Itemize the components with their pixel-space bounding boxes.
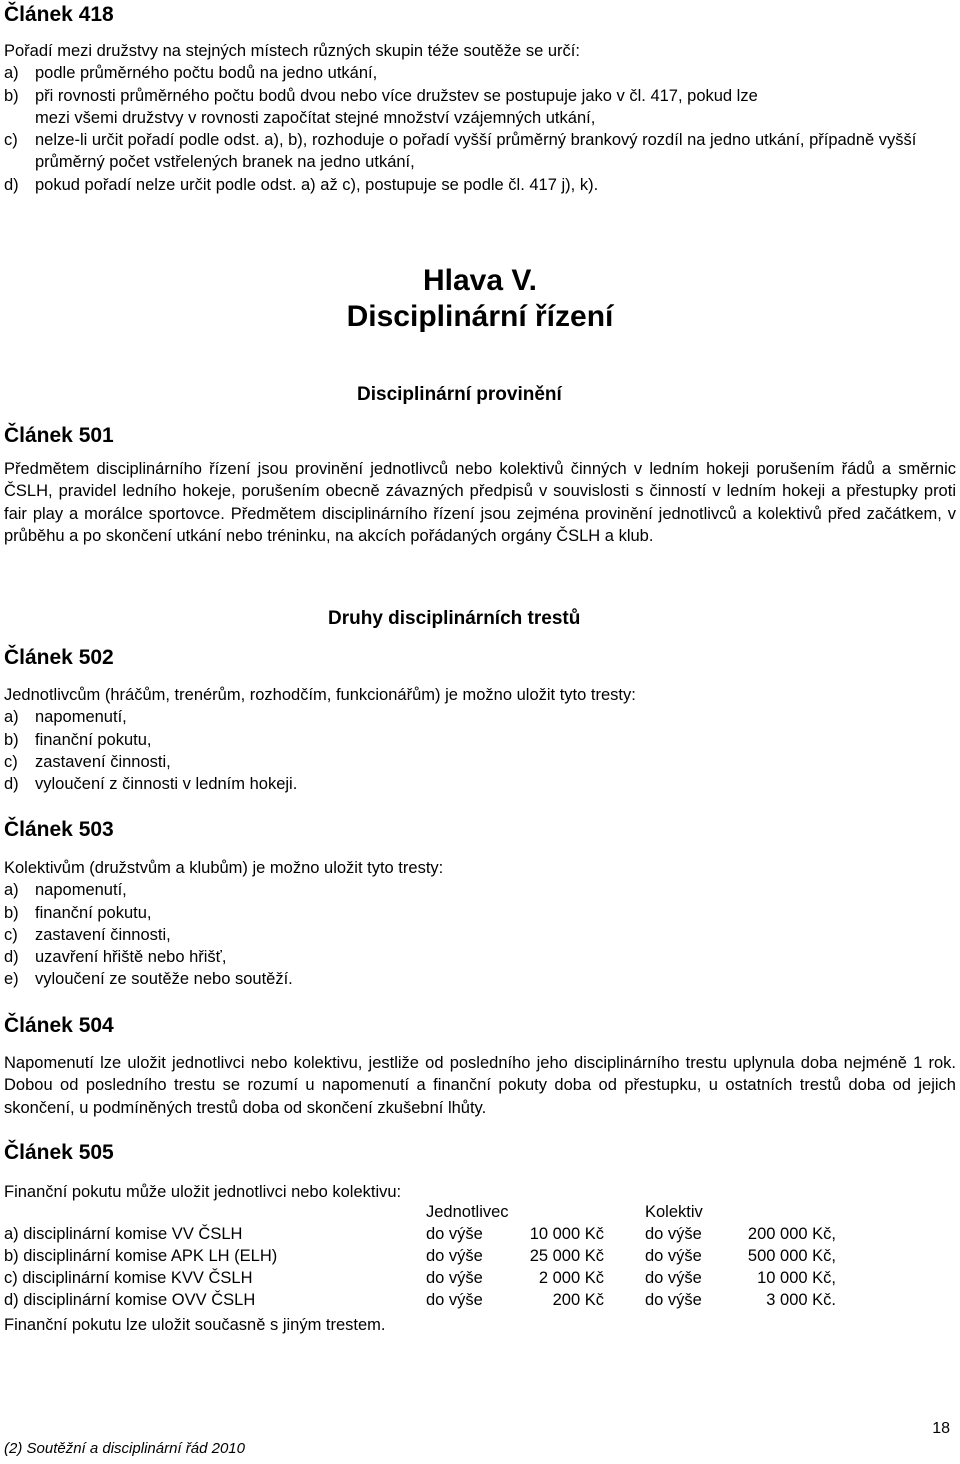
list-item: c) zastavení činnosti,: [4, 925, 171, 944]
article-503-body: [4, 857, 956, 991]
column-header-individual: Jednotlivec: [426, 1203, 509, 1221]
fine-collective: 10 000 Kč,: [757, 1269, 836, 1287]
fine-collective: 3 000 Kč.: [766, 1291, 836, 1309]
footer-document-title: (2) Soutěžní a disciplinární řád 2010: [4, 1440, 245, 1457]
list-item: d) uzavření hřiště nebo hřišť,: [4, 948, 227, 967]
list-item: c) zastavení činnosti,: [4, 752, 171, 771]
article-502-heading: Článek 502: [4, 646, 114, 669]
list-item: d) pokud pořadí nelze určit podle odst. a) až c), postupuje se podle čl. 417 j), k).: [4, 175, 599, 194]
part-title: Hlava V.: [423, 264, 537, 297]
article-505-note: Finanční pokutu lze uložit současně s jiným trestem.: [4, 1316, 386, 1334]
fine-body: b) disciplinární komise APK LH (ELH): [4, 1247, 278, 1265]
fine-body: a) disciplinární komise VV ČSLH: [4, 1225, 243, 1243]
page-number: 18: [932, 1420, 950, 1437]
fine-collective: 200 000 Kč,: [747, 1225, 836, 1243]
list-item: d) vyloučení z činnosti v ledním hokeji.: [4, 775, 298, 794]
article-501-heading: Článek 501: [4, 424, 114, 447]
article-505-heading: Článek 505: [4, 1141, 114, 1164]
article-505-intro: Finanční pokutu může uložit jednotlivci nebo kolektivu:: [4, 1183, 402, 1201]
fine-individual: 2 000 Kč: [538, 1269, 604, 1287]
article-418-body: [4, 40, 956, 196]
part-subtitle: Disciplinární řízení: [346, 300, 614, 333]
article-503-intro: Kolektivům (družstvům a klubům) je možno uložit tyto tresty:: [4, 859, 444, 877]
section-heading: Druhy disciplinárních trestů: [328, 608, 581, 629]
fine-table-header: [4, 1203, 960, 1225]
fine-individual: 10 000 Kč: [529, 1225, 604, 1243]
table-row: c) disciplinární komise KVV ČSLH do výše 2 000 Kč do výše 10 000 Kč,: [4, 1269, 836, 1287]
article-503-heading: Článek 503: [4, 818, 114, 841]
article-504-text: Napomenutí lze uložit jednotlivci nebo kolektivu, jestliže od posledního jeho disciplinárního trestu uplynula doba nejméně 1 rok. Dobou od posledního trestu se rozumí u napomenutí a finanční pokuty doba od přestupku, u ostatních trestů doba od jejich skončení, u podmíněných trestů doba od skončení zkušební lhůty.: [4, 1054, 956, 1117]
article-418-intro: Pořadí mezi družstvy na stejných místech různých skupin téže soutěže se určí:: [4, 42, 580, 60]
article-502-intro: Jednotlivcům (hráčům, trenérům, rozhodčím, funkcionářům) je možno uložit tyto tresty:: [4, 686, 636, 704]
fine-body: c) disciplinární komise KVV ČSLH: [4, 1269, 253, 1287]
fine-collective: 500 000 Kč,: [747, 1247, 836, 1265]
list-item: e) vyloučení ze soutěže nebo soutěží.: [4, 970, 293, 989]
table-row: a) disciplinární komise VV ČSLH do výše 10 000 Kč do výše 200 000 Kč,: [4, 1225, 836, 1243]
article-501-text: Předmětem disciplinárního řízení jsou provinění jednotlivců nebo kolektivů činných v ledním hokeji porušením řádů a směrnic ČSLH, pravidel ledního hokeje, porušením obecně závazných předpisů v souvislosti s činností v ledním hokeji a přestupky proti fair play a morálce sportovce. Předmětem disciplinárního řízení jsou zejména provinění jednotlivců a kolektivů před začátkem, v průběhu a po skončení utkání nebo tréninku, na akcích pořádaných orgány ČSLH a klub.: [4, 460, 956, 545]
list-item: b) při rovnosti průměrného počtu bodů dvou nebo více družstev se postupuje jako v čl. 417, pokud lze mezi všemi družstvy v rovnosti započítat stejné množství vzájemných utkání,: [4, 86, 758, 127]
list-item: a) podle průměrného počtu bodů na jedno utkání,: [4, 64, 378, 83]
list-item: b) finanční pokutu,: [4, 730, 152, 749]
list-item: b) finanční pokutu,: [4, 903, 152, 922]
list-item: a) napomenutí,: [4, 708, 127, 727]
list-item: a) napomenutí,: [4, 881, 127, 900]
table-row: b) disciplinární komise APK LH (ELH) do výše 25 000 Kč do výše 500 000 Kč,: [4, 1247, 836, 1265]
column-header-collective: Kolektiv: [645, 1203, 703, 1221]
section-heading: Disciplinární provinění: [357, 384, 562, 405]
article-502-body: [4, 684, 956, 795]
table-row: d) disciplinární komise OVV ČSLH do výše 200 Kč do výše 3 000 Kč.: [4, 1291, 836, 1309]
article-418-heading: Článek 418: [4, 3, 114, 26]
fine-body: d) disciplinární komise OVV ČSLH: [4, 1291, 256, 1309]
list-item: c) nelze-li určit pořadí podle odst. a), b), rozhoduje o pořadí vyšší průměrný brankový rozdíl na jedno utkání, případně vyšší průměrný počet vstřelených branek na jedno utkání,: [4, 131, 917, 172]
fine-individual: 25 000 Kč: [529, 1247, 604, 1265]
fine-individual: 200 Kč: [552, 1291, 604, 1309]
article-504-heading: Článek 504: [4, 1014, 114, 1037]
